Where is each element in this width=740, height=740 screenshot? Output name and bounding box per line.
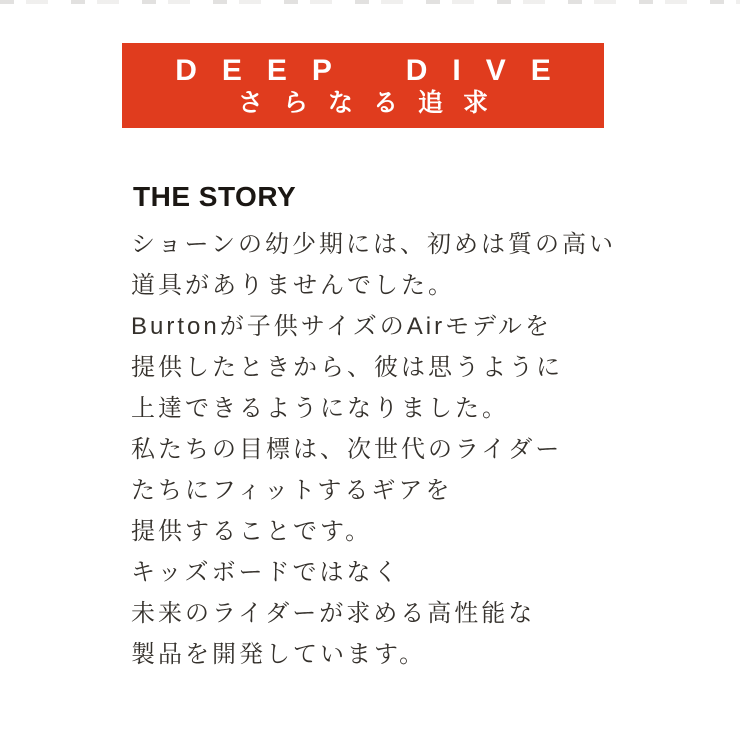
deep-dive-banner <box>122 43 604 128</box>
story-line: Burtonが子供サイズのAirモデルを <box>131 313 552 340</box>
cut-off-text-remnant <box>0 0 740 4</box>
story-line: 提供したときから、彼は思うように <box>131 354 563 381</box>
banner-title: DEEP DIVE <box>175 53 576 87</box>
story-line: 製品を開発しています。 <box>131 641 427 668</box>
story-line: 未来のライダーが求める高性能な <box>131 600 536 627</box>
story-body <box>131 224 631 675</box>
story-line: 道具がありませんでした。 <box>131 272 455 299</box>
story-line: 私たちの目標は、次世代のライダー <box>131 436 563 463</box>
banner-subtitle: さらなる追求 <box>237 88 508 117</box>
story-section <box>131 183 631 675</box>
story-line: たちにフィットするギアを <box>131 477 453 504</box>
story-line: ショーンの幼少期には、初めは質の高い <box>131 231 617 258</box>
story-line: 提供することです。 <box>131 518 373 545</box>
story-line: 上達できるようになりました。 <box>131 395 509 422</box>
story-heading: THE STORY <box>133 181 297 212</box>
story-line: キッズボードではなく <box>131 559 401 586</box>
